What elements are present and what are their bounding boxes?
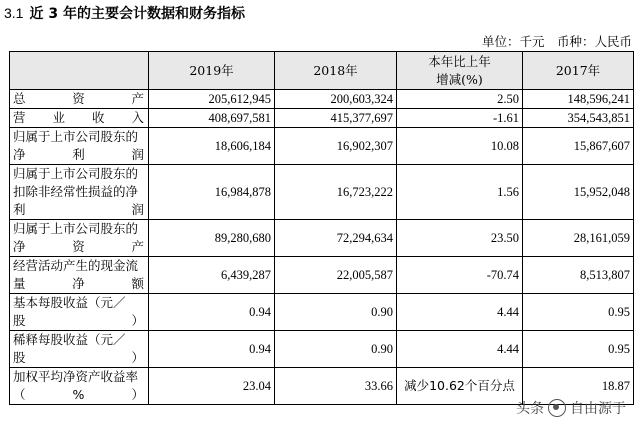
- cell-2017: 28,161,059: [523, 220, 634, 257]
- header-2018: 2018年: [275, 52, 397, 90]
- cell-change: 减少10.62个百分点: [397, 368, 523, 405]
- table-row: [10, 128, 634, 165]
- table-row: [10, 165, 634, 220]
- table-row: [10, 257, 634, 294]
- cell-change: -70.74: [397, 257, 523, 294]
- section-title: 近 3 年的主要会计数据和财务指标: [29, 6, 245, 22]
- row-label: 稀释每股收益（元／股）: [10, 331, 149, 368]
- cell-2017: 18.87: [523, 368, 634, 405]
- table-row: [10, 90, 634, 109]
- row-label: 经营活动产生的现金流量净额: [10, 257, 149, 294]
- cell-2018: 16,723,222: [275, 165, 397, 220]
- watermark-prefix: 头条: [516, 401, 544, 417]
- unit-currency-note: 单位：千元 币种：人民币: [481, 34, 632, 49]
- financial-data-table: [9, 51, 634, 405]
- cell-2018: 33.66: [275, 368, 397, 405]
- cell-2017: 0.95: [523, 294, 634, 331]
- table-row: [10, 294, 634, 331]
- toutiao-logo-icon: [548, 399, 566, 417]
- row-label: 归属于上市公司股东的扣除非经常性损益的净利润: [10, 165, 149, 220]
- watermark-author: 自由源于: [570, 401, 626, 417]
- header-change: 本年比上年 增减(%): [397, 52, 523, 90]
- cell-change: -1.61: [397, 109, 523, 128]
- header-2017: 2017年: [523, 52, 634, 90]
- cell-2019: 6,439,287: [149, 257, 275, 294]
- row-label: 归属于上市公司股东的净利润: [10, 128, 149, 165]
- cell-2018: 72,294,634: [275, 220, 397, 257]
- cell-2019: 89,280,680: [149, 220, 275, 257]
- cell-2018: 415,377,697: [275, 109, 397, 128]
- cell-change: 1.56: [397, 165, 523, 220]
- cell-2019: 18,606,184: [149, 128, 275, 165]
- cell-2018: 0.90: [275, 331, 397, 368]
- cell-2017: 15,867,607: [523, 128, 634, 165]
- cell-2017: 148,596,241: [523, 90, 634, 109]
- cell-2017: 0.95: [523, 331, 634, 368]
- cell-2019: 0.94: [149, 294, 275, 331]
- cell-2019: 0.94: [149, 331, 275, 368]
- cell-2018: 16,902,307: [275, 128, 397, 165]
- table-row: [10, 109, 634, 128]
- header-2019: 2019年: [149, 52, 275, 90]
- cell-2017: 8,513,807: [523, 257, 634, 294]
- cell-change: 2.50: [397, 90, 523, 109]
- header-blank: [10, 52, 149, 90]
- cell-change: 4.44: [397, 331, 523, 368]
- row-label: 基本每股收益（元／股）: [10, 294, 149, 331]
- cell-change: 10.08: [397, 128, 523, 165]
- row-label: 总资产: [10, 90, 149, 109]
- row-label: 加权平均净资产收益率（%）: [10, 368, 149, 405]
- section-heading: [4, 3, 245, 25]
- cell-2019: 23.04: [149, 368, 275, 405]
- row-label: 归属于上市公司股东的净资产: [10, 220, 149, 257]
- table-row: [10, 220, 634, 257]
- cell-2019: 16,984,878: [149, 165, 275, 220]
- cell-2017: 15,952,048: [523, 165, 634, 220]
- table-header-row: [10, 52, 634, 90]
- cell-2019: 408,697,581: [149, 109, 275, 128]
- section-number: 3.1: [4, 5, 24, 21]
- table-row: [10, 331, 634, 368]
- cell-2018: 22,005,587: [275, 257, 397, 294]
- cell-change: 4.44: [397, 294, 523, 331]
- cell-change: 23.50: [397, 220, 523, 257]
- cell-2017: 354,543,851: [523, 109, 634, 128]
- row-label: 营业收入: [10, 109, 149, 128]
- cell-2018: 200,603,324: [275, 90, 397, 109]
- cell-2018: 0.90: [275, 294, 397, 331]
- cell-2019: 205,612,945: [149, 90, 275, 109]
- watermark: [516, 398, 626, 418]
